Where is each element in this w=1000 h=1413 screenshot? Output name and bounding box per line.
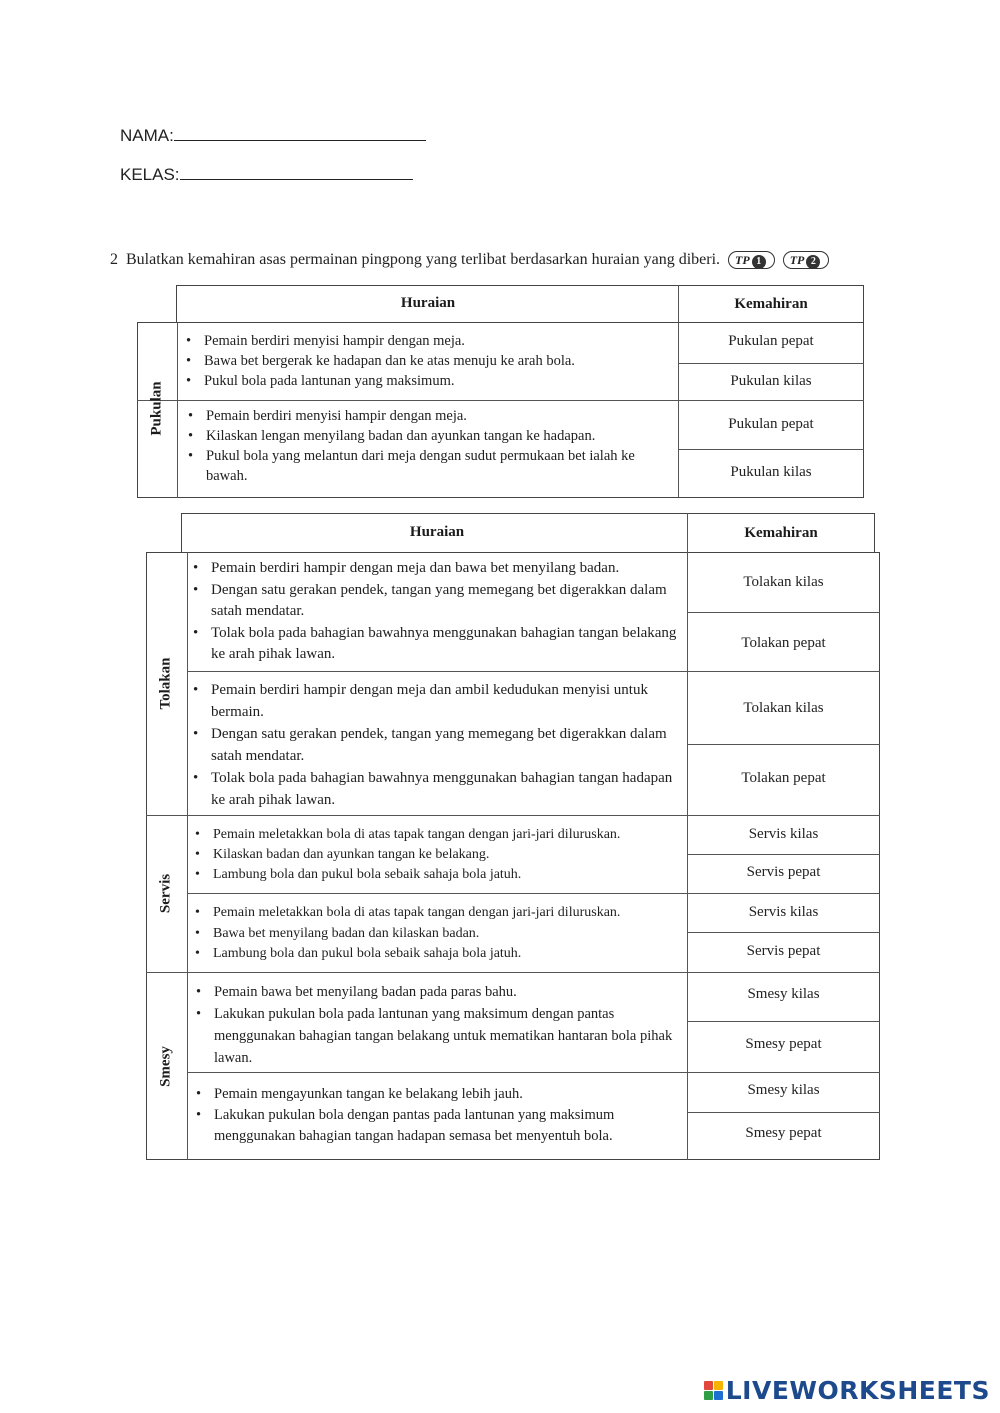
name-field[interactable] xyxy=(120,124,426,146)
liveworksheets-logo-icon xyxy=(704,1381,723,1400)
skill-option-tolakan-pepat-2[interactable]: Tolakan pepat xyxy=(741,770,826,786)
tolakan-group2-description xyxy=(189,679,684,811)
table1-header-skill: Kemahiran xyxy=(734,296,808,312)
table1-group1-description xyxy=(182,331,672,391)
skill-option-smesy-pepat-1[interactable]: Smesy pepat xyxy=(745,1036,822,1052)
skill-option-pukulan-kilas-1[interactable]: Pukulan kilas xyxy=(730,373,812,389)
logo-tile xyxy=(714,1381,723,1390)
watermark-text: LIVEWORKSHEETS xyxy=(725,1376,990,1405)
skill-option-servis-kilas-2[interactable]: Servis kilas xyxy=(748,904,819,920)
skill-option-tolakan-pepat-1[interactable]: Tolakan pepat xyxy=(741,635,826,651)
skill-option-servis-pepat-1[interactable]: Servis pepat xyxy=(746,864,821,880)
list-item: • Pemain berdiri hampir dengan meja dan ambil kedudukan menyisi untuk bermain. xyxy=(189,679,684,723)
skill-option-tolakan-kilas-1[interactable]: Tolakan kilas xyxy=(743,574,824,590)
list-item: • Lambung bola dan pukul bola sebaik sahaja bola jatuh. xyxy=(191,865,684,885)
skill-option-tolakan-kilas-2[interactable]: Tolakan kilas xyxy=(743,700,824,716)
skill-option-servis-kilas-1[interactable]: Servis kilas xyxy=(748,826,819,842)
smesy-group1-description xyxy=(192,981,684,1069)
tolakan-group1-description xyxy=(189,558,684,666)
servis-group1-description xyxy=(191,825,684,885)
list-item: • Bawa bet bergerak ke hadapan dan ke atas menuju ke arah bola. xyxy=(182,351,672,371)
category-label-servis: Servis xyxy=(157,873,174,914)
class-field[interactable] xyxy=(120,163,413,185)
table1-header-description: Huraian xyxy=(400,295,456,311)
list-item: • Pemain bawa bet menyilang badan pada paras bahu. xyxy=(192,981,684,1003)
question-instruction xyxy=(110,251,829,269)
list-item: • Lakukan pukulan bola pada lantunan yang maksimum dengan pantas menggunakan bahagian tangan belakang untuk mematikan hantaran bola pihak lawan. xyxy=(192,1003,684,1069)
list-item: • Pukul bola pada lantunan yang maksimum. xyxy=(182,371,672,391)
liveworksheets-watermark xyxy=(704,1376,990,1405)
list-item: • Dengan satu gerakan pendek, tangan yang memegang bet digerakkan dalam satah mendatar. xyxy=(189,580,684,623)
table2-header-description: Huraian xyxy=(409,524,465,540)
skill-option-pukulan-pepat-2[interactable]: Pukulan pepat xyxy=(728,416,814,432)
skill-option-smesy-pepat-2[interactable]: Smesy pepat xyxy=(745,1125,822,1141)
table1-group2-description xyxy=(184,406,672,486)
list-item: • Tolak bola pada bahagian bawahnya menggunakan bahagian tangan hadapan ke arah pihak lawan. xyxy=(189,767,684,811)
skill-option-servis-pepat-2[interactable]: Servis pepat xyxy=(746,943,821,959)
class-label: KELAS: xyxy=(120,165,180,184)
category-label-smesy: Smesy xyxy=(157,1046,174,1087)
list-item: • Kilaskan lengan menyilang badan dan ayunkan tangan ke hadapan. xyxy=(184,426,672,446)
category-label-pukulan: Pukulan xyxy=(148,381,165,436)
logo-tile xyxy=(704,1381,713,1390)
class-blank-line[interactable] xyxy=(180,163,413,180)
smesy-group2-description xyxy=(192,1084,684,1147)
logo-tile xyxy=(704,1391,713,1400)
list-item: • Lambung bola dan pukul bola sebaik sahaja bola jatuh. xyxy=(191,944,684,965)
skill-option-pukulan-kilas-2[interactable]: Pukulan kilas xyxy=(730,464,812,480)
tp-badge-1: TP 1 xyxy=(728,251,775,269)
list-item: • Pemain berdiri menyisi hampir dengan meja. xyxy=(184,406,672,426)
servis-group2-description xyxy=(191,903,684,965)
question-number: 2 xyxy=(110,251,118,268)
instruction-text: Bulatkan kemahiran asas permainan pingpong yang terlibat berdasarkan huraian yang diberi. xyxy=(126,251,721,268)
list-item: • Dengan satu gerakan pendek, tangan yang memegang bet digerakkan dalam satah mendatar. xyxy=(189,723,684,767)
list-item: • Pemain meletakkan bola di atas tapak tangan dengan jari-jari diluruskan. xyxy=(191,825,684,845)
list-item: • Tolak bola pada bahagian bawahnya menggunakan bahagian tangan belakang ke arah pihak lawan. xyxy=(189,623,684,666)
table2-header-skill: Kemahiran xyxy=(744,525,818,541)
skill-option-pukulan-pepat-1[interactable]: Pukulan pepat xyxy=(728,333,814,349)
list-item: • Pemain berdiri hampir dengan meja dan bawa bet menyilang badan. xyxy=(189,558,684,580)
skill-option-smesy-kilas-2[interactable]: Smesy kilas xyxy=(747,1082,820,1098)
list-item: • Pemain meletakkan bola di atas tapak tangan dengan jari-jari diluruskan. xyxy=(191,903,684,924)
name-label: NAMA: xyxy=(120,126,174,145)
logo-tile xyxy=(714,1391,723,1400)
name-blank-line[interactable] xyxy=(174,124,426,141)
list-item: • Pukul bola yang melantun dari meja dengan sudut permukaan bet ialah ke bawah. xyxy=(184,446,672,486)
list-item: • Pemain mengayunkan tangan ke belakang lebih jauh. xyxy=(192,1084,684,1105)
list-item: • Pemain berdiri menyisi hampir dengan meja. xyxy=(182,331,672,351)
list-item: • Lakukan pukulan bola dengan pantas pada lantunan yang maksimum menggunakan bahagian tangan hadapan semasa bet menyentuh bola. xyxy=(192,1105,684,1147)
list-item: • Kilaskan badan dan ayunkan tangan ke belakang. xyxy=(191,845,684,865)
tp-badge-2: TP 2 xyxy=(783,251,830,269)
category-label-tolakan: Tolakan xyxy=(157,657,174,710)
skill-option-smesy-kilas-1[interactable]: Smesy kilas xyxy=(747,986,820,1002)
list-item: • Bawa bet menyilang badan dan kilaskan badan. xyxy=(191,924,684,945)
